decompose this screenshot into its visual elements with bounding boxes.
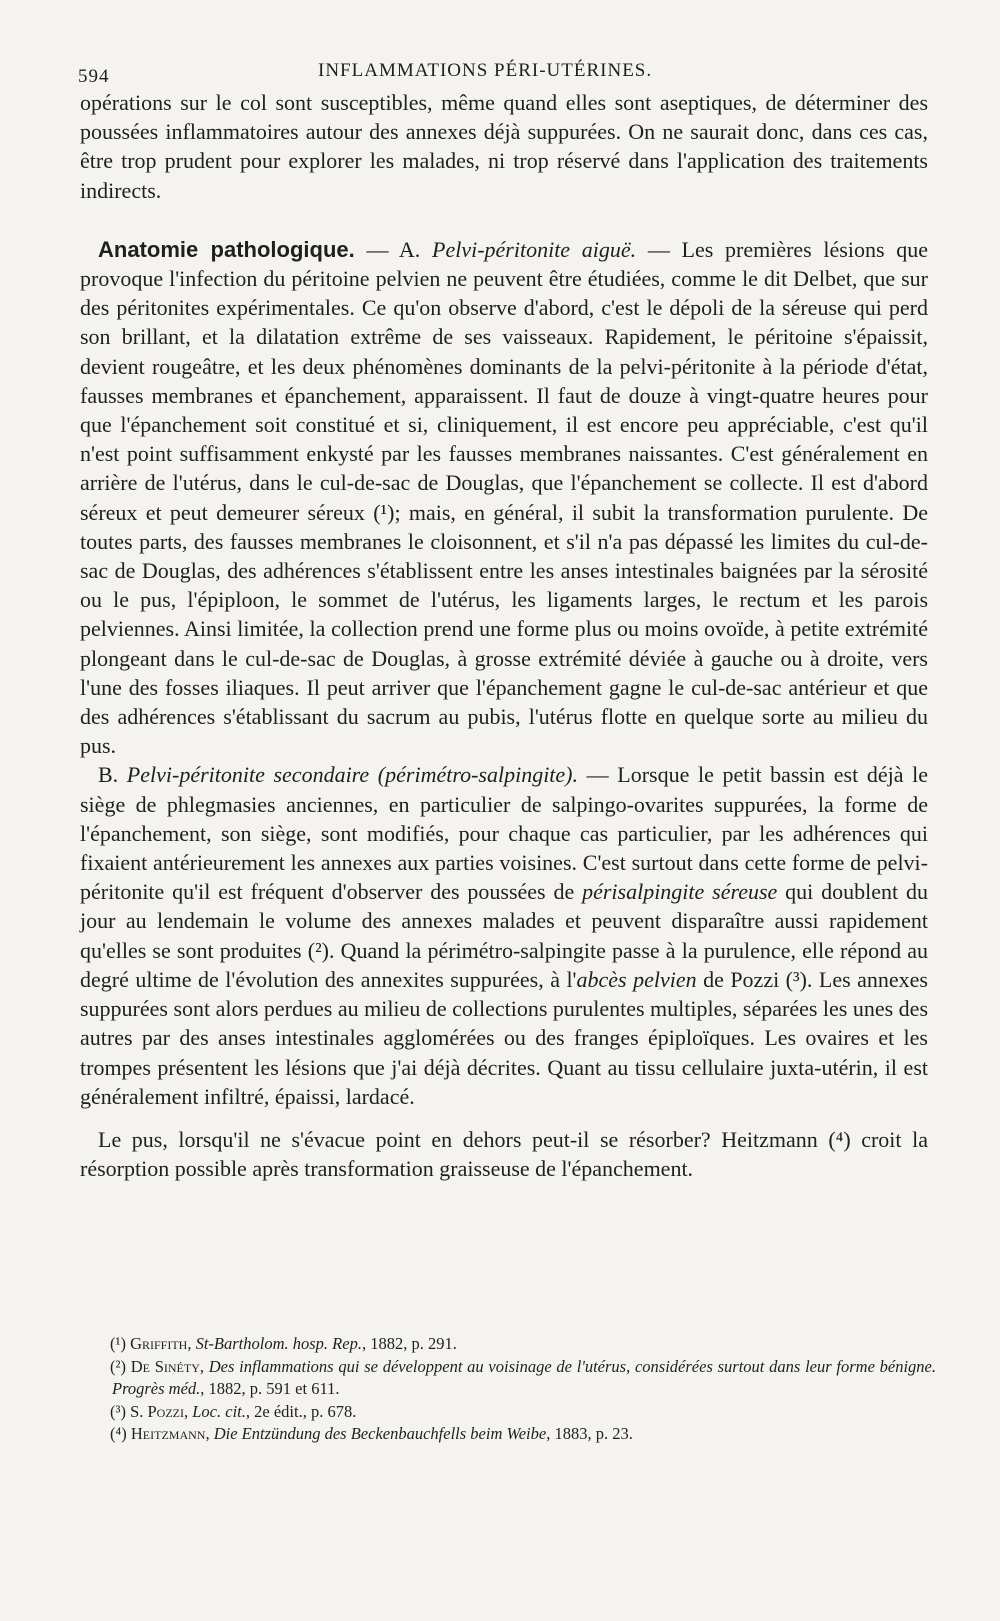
footnote-ref-2: (²) [307, 937, 329, 963]
footnote-sep: , [187, 1334, 196, 1353]
footnote-mark: (³) [110, 1401, 131, 1421]
footnote-rest: , 2e édit., p. 678. [245, 1401, 357, 1421]
footnote-rest: , 1883, p. 23. [546, 1424, 633, 1443]
footnotes [90, 1333, 936, 1446]
footnote-author: Heitzmann [130, 1424, 206, 1443]
page-number: 594 [78, 66, 110, 87]
section-a-dash: — A. [354, 236, 433, 262]
footnote-sep: , [205, 1424, 214, 1443]
footnote-sep: , [199, 1356, 209, 1376]
section-b-text-1: — Lorsque le petit bassin est déjà le siège de phlegmasies anciennes, en particulier de salpingo-ovarites suppurées, la forme de l'épanchement, son siège, sont modifiés, pour chaque cas particulier, par les adhérences qui fixaient antérieurement les annexes aux parties voisines. C'est surtout dans cette forme de pelvi-péritonite qu'il est fréquent d'observer des poussées de [80, 762, 928, 905]
footnote-ref-4: (⁴) [828, 1126, 851, 1152]
footnote-title: Die Entzündung des Beckenbauchfells beim Weibe [213, 1424, 547, 1443]
footnote [90, 1356, 936, 1401]
section-b-text-4: de Pozzi [696, 966, 786, 992]
footnote-rest: , 1882, p. 591 et 611. [200, 1379, 340, 1398]
section-b-subheading: Pelvi-péritonite secondaire (périmétro-salpingite). [126, 762, 579, 788]
section-b-text-2: qui doublent du jour au lendemain le volume des annexes malades et peuvent disparaître aussi rapidement qu'elles se sont produites [80, 879, 928, 963]
section-heading: Anatomie pathologique. [98, 236, 355, 262]
footnote [90, 1401, 936, 1424]
footnote [90, 1423, 936, 1446]
intro-paragraph [80, 88, 928, 205]
section-b-text-5: . Les annexes suppurées sont alors perdues au milieu de collections purulentes multiples, séparées les unes des autres par des anses intestinales agglomérées ou des franges épiploïques. Les ovaires et les trompes présentent les lésions que j'ai déjà décrites. Quant au tissu cellulaire juxta-utérin, il est généralement infiltré, épaissi, lardacé. [80, 966, 929, 1109]
section-b-term-2: abcès pelvien [576, 966, 697, 992]
section-b-term-1: périsalpingite séreuse [582, 879, 778, 905]
closing-text-1: Le pus, lorsqu'il ne s'évacue point en dehors peut-il se résorber? Heitzmann [98, 1126, 829, 1152]
section-a-subheading: Pelvi-péritonite aiguë. [432, 236, 637, 262]
closing-text-2: croit la résorption possible après transformation graisseuse de l'épanchement. [80, 1126, 928, 1182]
section-a-paragraph [80, 235, 928, 761]
section-b-label: B. [98, 762, 127, 788]
footnote-ref-1: (¹) [373, 499, 395, 525]
footnote-author: De Sinéty [130, 1356, 200, 1376]
footnote [90, 1333, 936, 1356]
intro-text: opérations sur le col sont susceptibles, même quand elles sont aseptiques, de déterminer des poussées inflammatoires autour des annexes déjà suppurées. On ne saurait donc, dans ces cas, être trop prudent pour explorer les malades, ni trop réservé dans l'application des traitements indirects. [80, 90, 928, 203]
body-text [80, 88, 928, 1183]
footnote-sep: , [184, 1401, 193, 1421]
section-a-text-1: — Les premières lésions que provoque l'infection du péritoine pelvien ne peuvent être étudiées, comme le dit Delbet, que sur des péritonites expérimentales. Ce qu'on observe d'abord, c'est le dépoli de la séreuse qui perd son brillant, et la dilatation extrême de ses vaisseaux. Rapidement, le péritoine s'épaissit, devient rougeâtre, et les deux phénomènes dominants de la pelvi-péritonite à la période d'état, fausses membranes et épanchement, apparaissent. Il faut de douze à vingt-quatre heures pour que l'épanchement soit constitué et si, cliniquement, il est encore peu appréciable, c'est qu'il n'est point suffisamment enkysté par les fausses membranes naissantes. C'est généralement en arrière de l'utérus, dans le cul-de-sac de Douglas, que l'épanchement se collecte. Il est d'abord séreux et peut demeurer séreux [80, 236, 928, 525]
footnote-title: St-Bartholom. hosp. Rep. [195, 1334, 362, 1353]
footnote-mark: (¹) [110, 1334, 131, 1353]
footnote-author: Griffith [130, 1334, 188, 1353]
page-header [78, 58, 928, 88]
closing-paragraph [80, 1125, 928, 1183]
footnote-author: S. Pozzi [130, 1401, 184, 1421]
footnote-ref-3: (³) [785, 966, 807, 992]
footnote-mark: (²) [110, 1356, 131, 1376]
section-a-text-2: ; mais, en général, il subit la transformation purulente. De toutes parts, des fausses membranes le cloisonnent, et s'il n'a pas dépassé les limites du cul-de-sac de Douglas, des adhérences s'établissent entre les anses intestinales baignées par la sérosité ou le pus, l'épiploon, le sommet de l'utérus, les ligaments larges, le rectum et les parois pelviennes. Ainsi limitée, la collection prend une forme plus ou moins ovoïde, à petite extrémité plongeant dans le cul-de-sac de Douglas, à grosse extrémité déviée à gauche ou à droite, vers l'une des fosses iliaques. Il peut arriver que l'épanchement gagne le cul-de-sac antérieur et que des adhérences s'établissant du sacrum au pubis, l'utérus flotte en quelque sorte au milieu du pus. [80, 499, 928, 759]
section-b-paragraph [80, 760, 928, 1110]
running-title: INFLAMMATIONS PÉRI-UTÉRINES. [318, 60, 653, 81]
footnote-mark: (⁴) [110, 1424, 131, 1443]
section-b-text-3: . Quand la périmétro-salpingite passe à la purulence, elle répond au degré ultime de l'évolution des annexites suppurées, à l' [80, 937, 929, 992]
footnote-title: Des inflammations qui se développent au voisinage de l'utérus, considérées surtout dans leur forme bénigne. Progrès méd. [112, 1356, 937, 1398]
footnote-title: Loc. cit. [192, 1401, 246, 1421]
footnote-rest: , 1882, p. 291. [361, 1334, 457, 1353]
